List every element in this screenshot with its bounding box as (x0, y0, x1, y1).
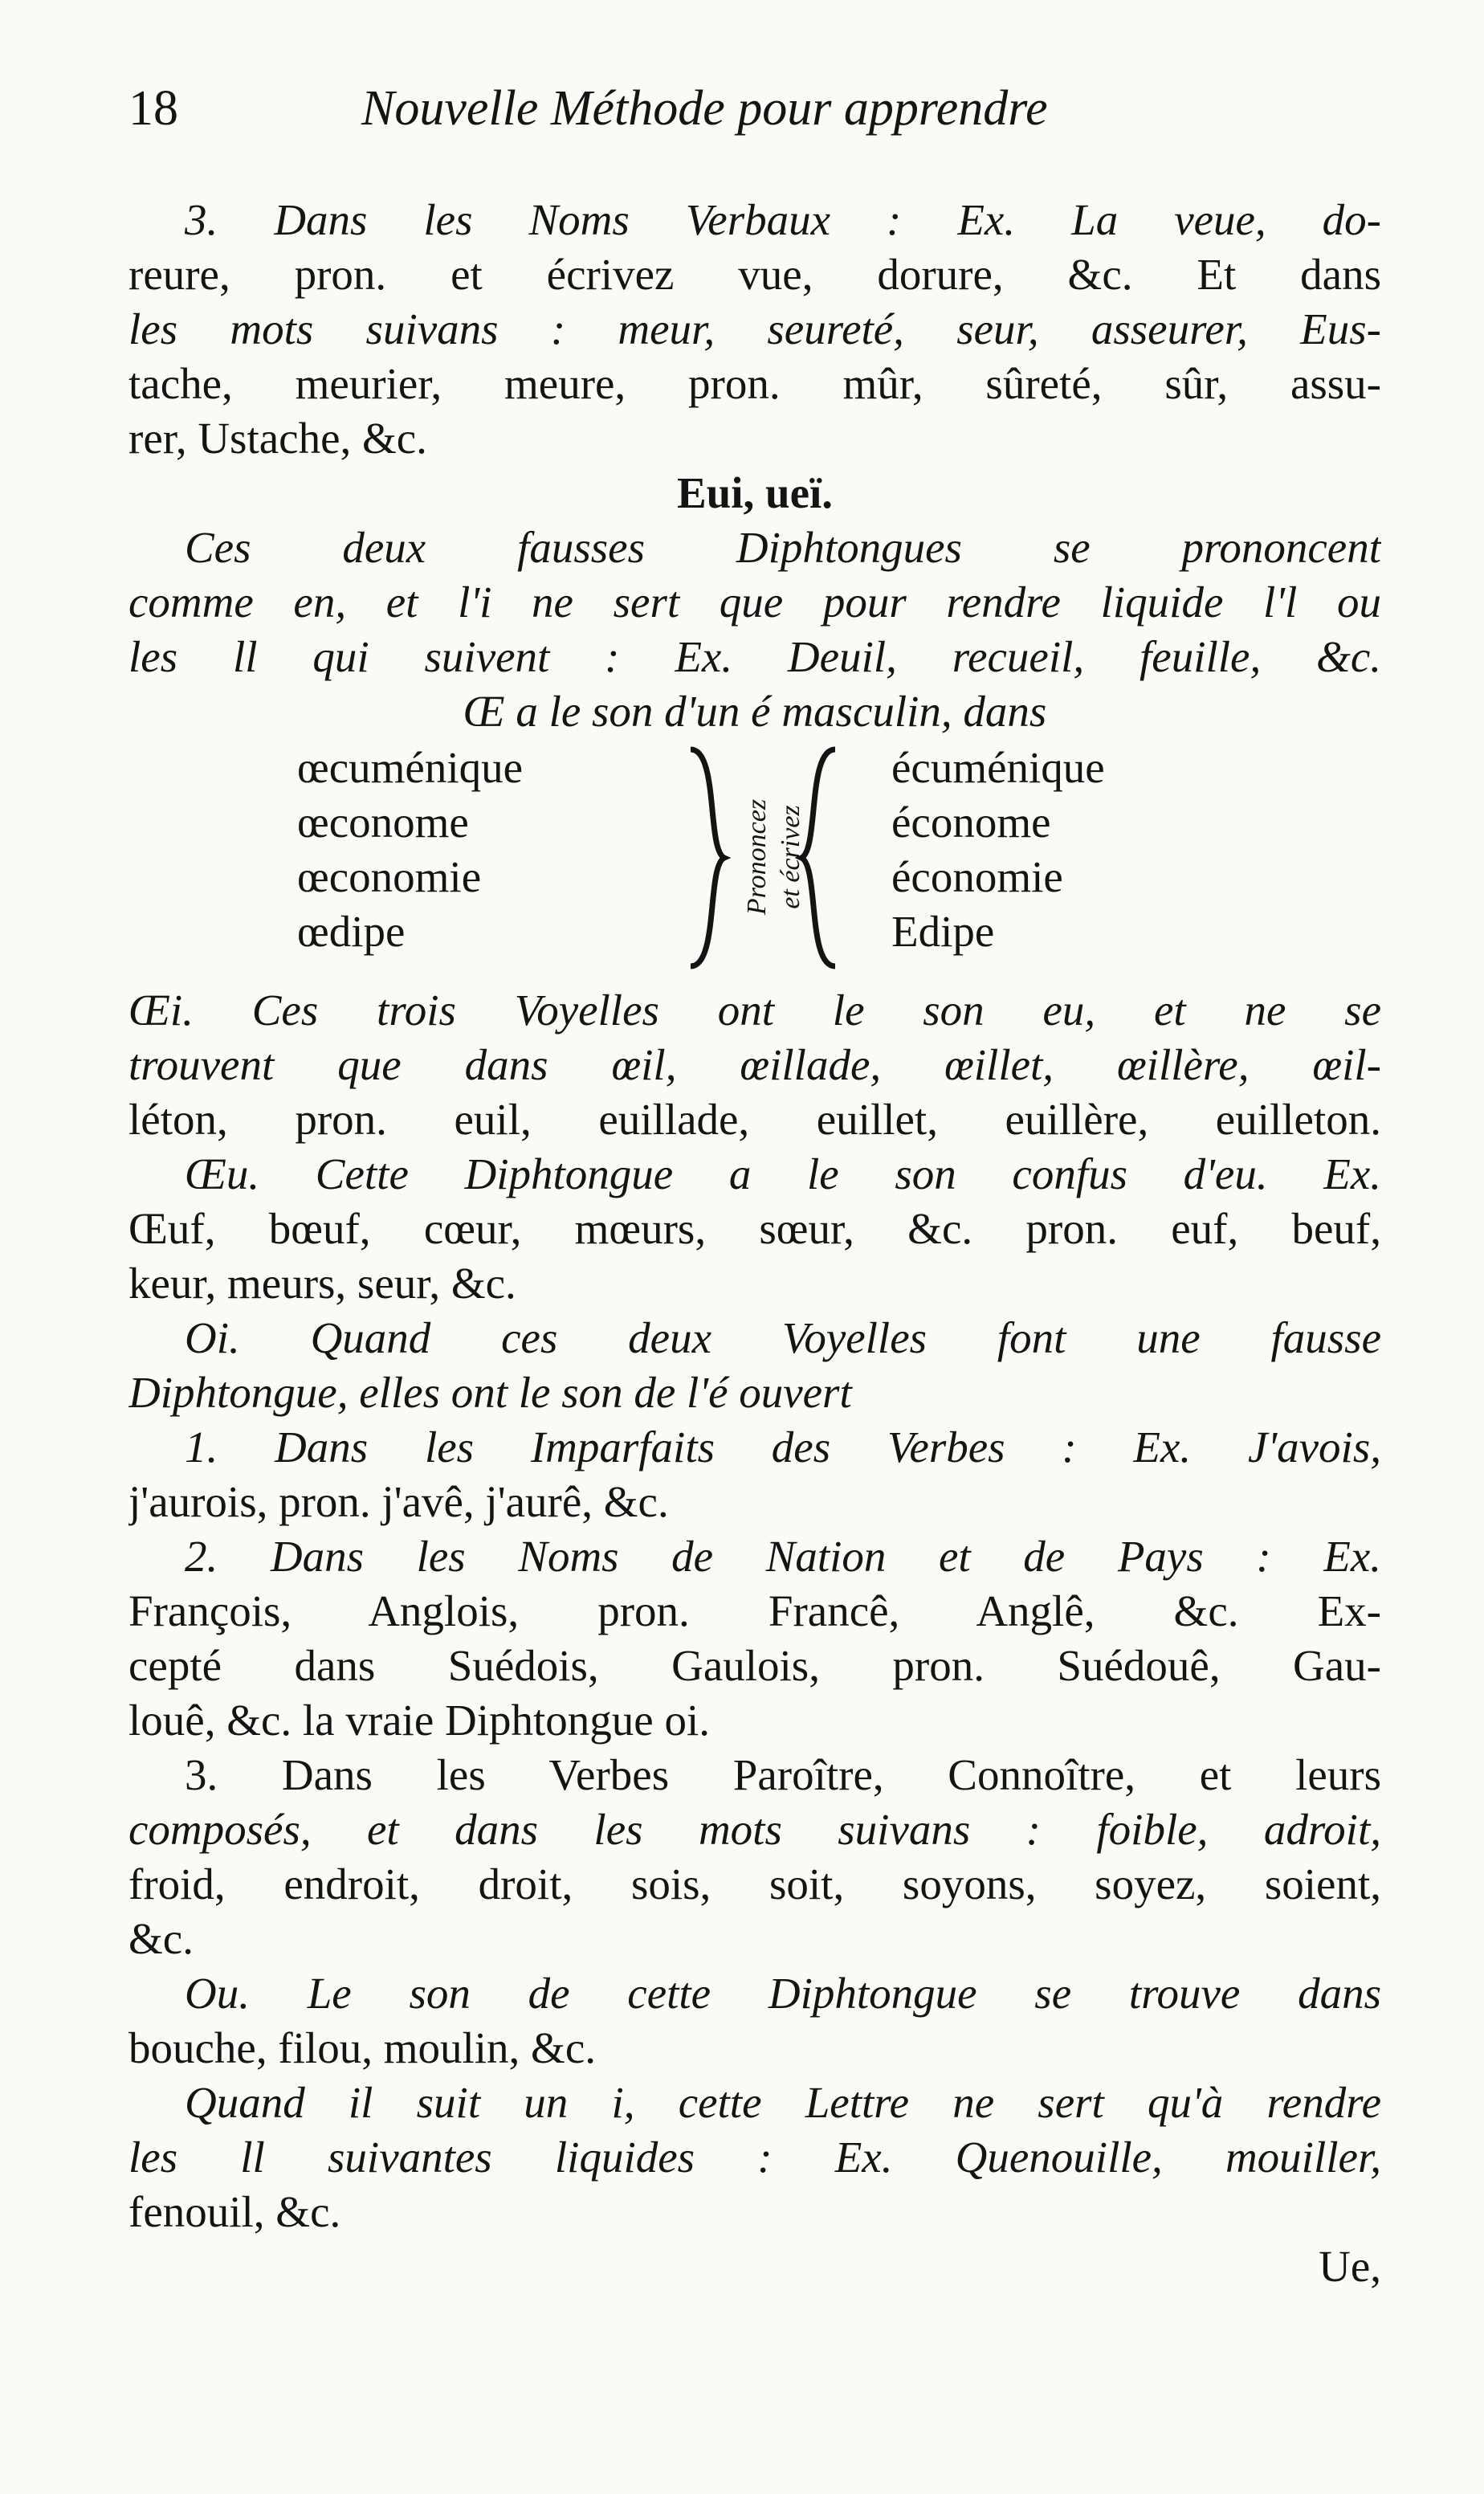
text-line: louê, &c. la vraie Diphtongue oi. (128, 1696, 710, 1745)
text-line: 2. Dans les Noms de Nation et de Pays : Ex. (185, 1532, 1381, 1581)
left-brace-icon (795, 745, 843, 970)
text-line: François, Anglois, pron. Francê, Anglê, &c. Ex- (128, 1586, 1381, 1635)
text-line: les mots suivans : meur, seureté, seur, asseurer, Eus- (128, 304, 1381, 353)
running-header (128, 68, 1381, 149)
table-word: œdipe (297, 907, 406, 956)
ecrivez-label: et écrivez (776, 805, 805, 909)
text-line: composés, et dans les mots suivans : foible, adroit, (128, 1805, 1381, 1854)
text-line: trouvent que dans œil, œillade, œillet, œillère, œil- (128, 1040, 1381, 1089)
text-line: reure, pron. et écrivez vue, dorure, &c. Et dans (128, 250, 1381, 299)
prononcez-label: Prononcez (742, 798, 772, 916)
text-line: comme en, et l'i ne sert que pour rendre liquide l'l ou (128, 578, 1381, 627)
pronunciation-table (128, 741, 1381, 982)
text-line: fenouil, &c. (128, 2187, 341, 2236)
text-line: Œu. Cette Diphtongue a le son confus d'eu. Ex. (185, 1149, 1381, 1198)
text-line: 3. Dans les Noms Verbaux : Ex. La veue, do- (185, 195, 1381, 244)
table-word: économie (891, 852, 1063, 901)
text-line: Ces deux fausses Diphtongues se prononcent (185, 523, 1381, 572)
text-line: Quand il suit un i, cette Lettre ne sert qu'à rendre (185, 2078, 1381, 2127)
table-left-column (297, 741, 523, 959)
text-line: &c. (128, 1914, 194, 1963)
table-right-column (891, 741, 1105, 959)
table-word: œconomie (297, 852, 482, 901)
right-brace-icon (683, 745, 731, 970)
text-line: rer, Ustache, &c. (128, 414, 427, 463)
text-line: tache, meurier, meure, pron. mûr, sûreté, sûr, assu- (128, 359, 1381, 408)
table-word: Edipe (891, 907, 995, 956)
text-line: Oi. Quand ces deux Voyelles font une fausse (185, 1313, 1381, 1362)
text-line: les ll qui suivent : Ex. Deuil, recueil, feuille, &c. (128, 632, 1381, 681)
page-body (128, 193, 1381, 2294)
text-line: Diphtongue, elles ont le son de l'é ouvert (128, 1368, 852, 1417)
page-number: 18 (128, 81, 178, 136)
text-line: keur, meurs, seur, &c. (128, 1259, 516, 1308)
text-line: Œi. Ces trois Voyelles ont le son eu, et ne se (128, 986, 1381, 1035)
section-heading: Eui, ueï. (676, 468, 834, 517)
table-word: économe (891, 798, 1051, 847)
text-line: 3. Dans les Verbes Paroître, Connoître, et leurs (185, 1750, 1381, 1799)
text-line: cepté dans Suédois, Gaulois, pron. Suédouê, Gau- (128, 1641, 1381, 1690)
table-word: écuménique (891, 743, 1105, 792)
text-line: froid, endroit, droit, sois, soit, soyons, soyez, soient, (128, 1859, 1381, 1908)
text-line: Œuf, bœuf, cœur, mœurs, sœur, &c. pron. euf, beuf, (128, 1204, 1381, 1253)
text-line: léton, pron. euil, euillade, euillet, euillère, euilleton. (128, 1095, 1381, 1144)
text-line: 1. Dans les Imparfaits des Verbes : Ex. J'avois, (185, 1423, 1381, 1472)
catchword: Ue, (1319, 2242, 1381, 2291)
text-line: bouche, filou, moulin, &c. (128, 2023, 596, 2072)
text-line: Ou. Le son de cette Diphtongue se trouve dans (185, 1969, 1381, 2018)
text-line: j'aurois, pron. j'avê, j'aurê, &c. (128, 1477, 669, 1526)
text-line: les ll suivantes liquides : Ex. Quenouille, mouiller, (128, 2133, 1381, 2182)
running-title: Nouvelle Méthode pour apprendre (361, 81, 1048, 136)
table-word: œconome (297, 798, 469, 847)
table-word: œcuménique (297, 743, 524, 792)
section-heading: Œ a le son d'un é masculin, dans (463, 687, 1047, 736)
